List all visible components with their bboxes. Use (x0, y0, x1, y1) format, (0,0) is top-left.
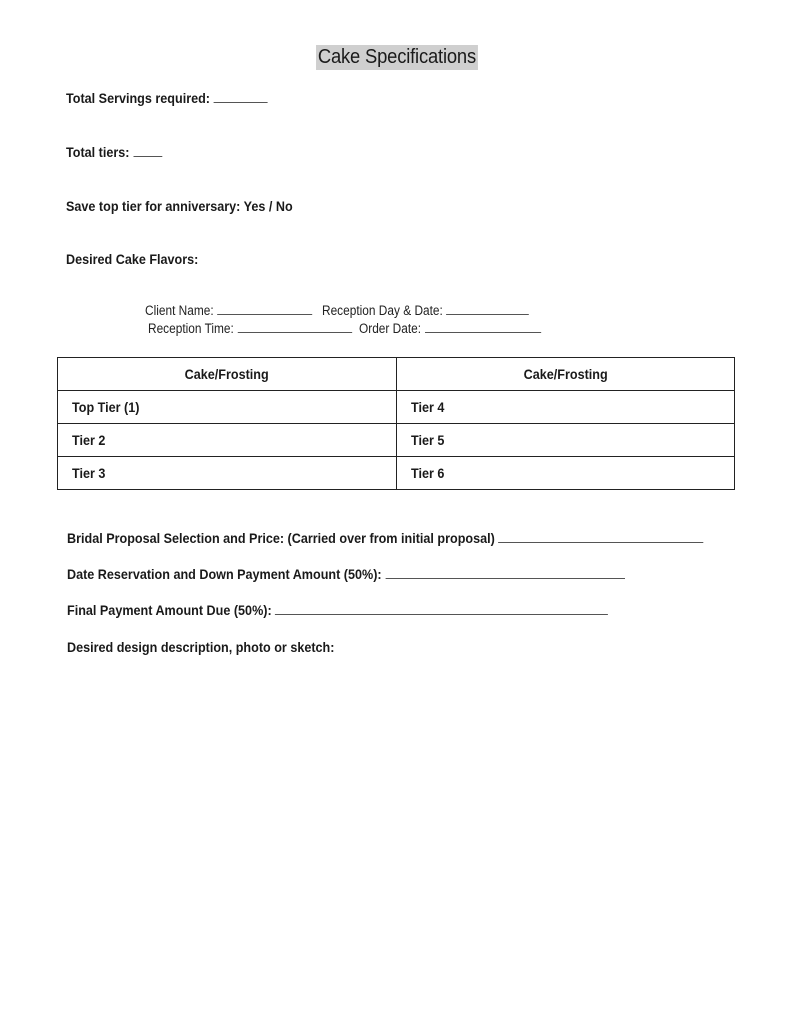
flavors-label: Desired Cake Flavors: (66, 251, 199, 267)
reception-day-line (322, 303, 529, 318)
down-payment-label: Date Reservation and Down Payment Amount (50%): (67, 566, 382, 582)
proposal-label: Bridal Proposal Selection and Price: (Carried over from initial proposal) (67, 530, 495, 546)
client-name-label: Client Name: (145, 303, 214, 318)
tier-cell-4[interactable]: Tier 4 (396, 391, 735, 424)
reception-time-line (148, 321, 352, 336)
tiers-table (57, 357, 735, 490)
final-payment-label: Final Payment Amount Due (50%): (67, 602, 272, 618)
servings-field[interactable] (214, 90, 268, 103)
tiers-line (66, 144, 162, 160)
table-header-row (58, 358, 735, 391)
proposal-line (67, 530, 704, 546)
title-wrap (0, 45, 794, 70)
tier-cell-6[interactable]: Tier 6 (396, 457, 735, 490)
table-row (58, 457, 735, 490)
design-line (67, 639, 334, 655)
table-header-left: Cake/Frosting (58, 358, 397, 391)
table-row (58, 424, 735, 457)
servings-label: Total Servings required: (66, 90, 210, 106)
tier-cell-3[interactable]: Tier 3 (58, 457, 397, 490)
reception-day-label: Reception Day & Date: (322, 303, 443, 318)
proposal-field[interactable] (498, 530, 703, 543)
order-date-label: Order Date: (359, 321, 422, 336)
client-name-line (145, 303, 312, 318)
save-top-tier-line (66, 198, 293, 214)
table-row (58, 391, 735, 424)
tiers-field[interactable] (133, 144, 162, 157)
down-payment-field[interactable] (385, 566, 624, 579)
tier-cell-top[interactable]: Top Tier (1) (58, 391, 397, 424)
reception-day-field[interactable] (446, 303, 529, 315)
reception-time-field[interactable] (237, 321, 351, 333)
client-name-field[interactable] (217, 303, 312, 315)
save-top-tier-label: Save top tier for anniversary: Yes / No (66, 198, 293, 214)
tier-cell-2[interactable]: Tier 2 (58, 424, 397, 457)
flavors-line (66, 251, 198, 267)
tiers-label: Total tiers: (66, 144, 130, 160)
tier-cell-5[interactable]: Tier 5 (396, 424, 735, 457)
final-payment-field[interactable] (275, 602, 608, 615)
down-payment-line (67, 566, 625, 582)
servings-line (66, 90, 268, 106)
reception-time-label: Reception Time: (148, 321, 234, 336)
order-date-line (359, 321, 541, 336)
table-header-right: Cake/Frosting (396, 358, 735, 391)
order-date-field[interactable] (425, 321, 541, 333)
page-title: Cake Specifications (317, 46, 477, 68)
design-label: Desired design description, photo or sketch: (67, 639, 335, 655)
final-payment-line (67, 602, 608, 618)
